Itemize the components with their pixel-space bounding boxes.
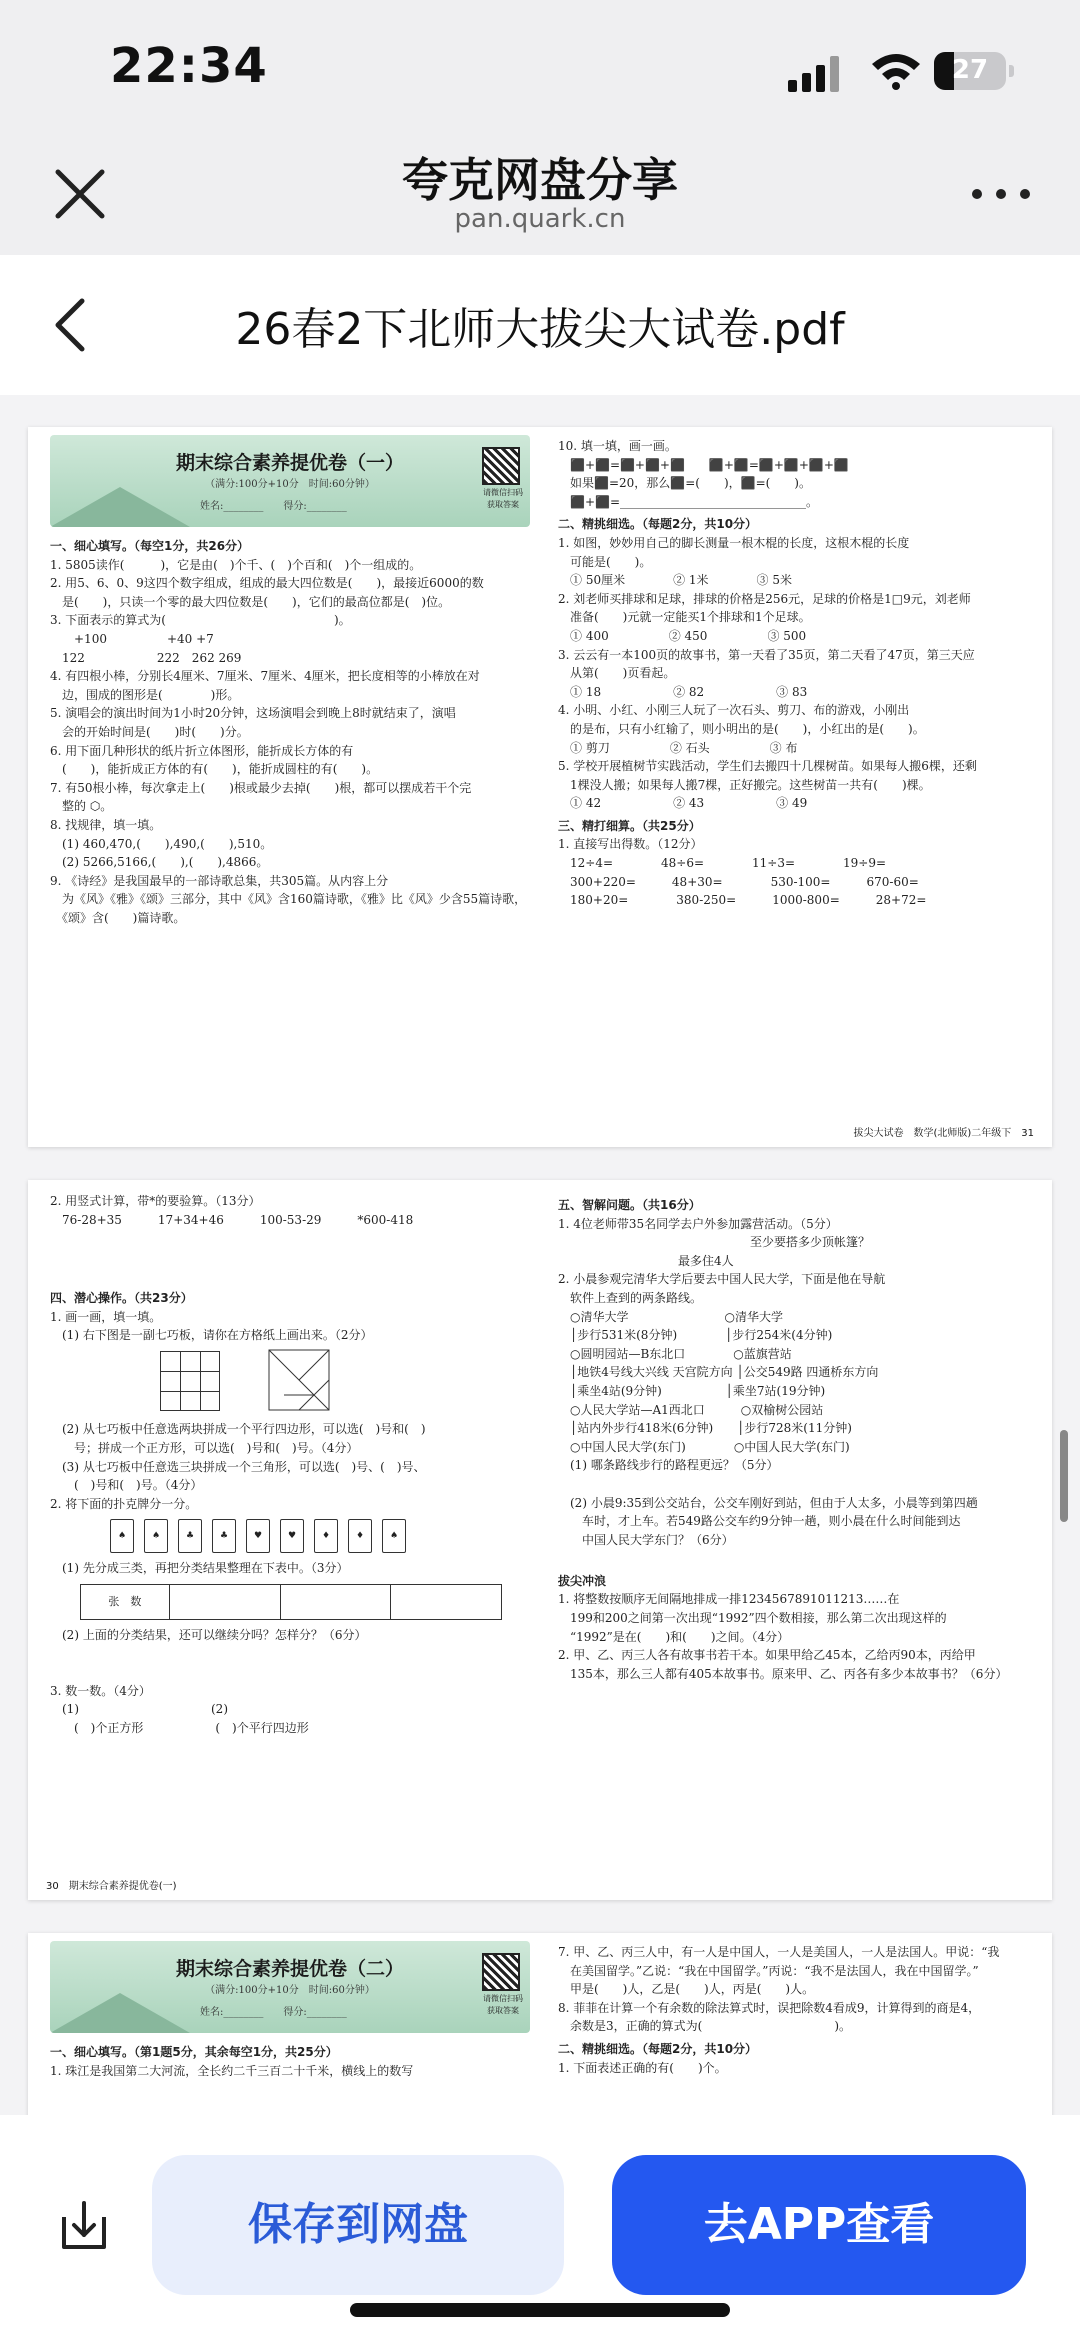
exam-text-line: 软件上查到的两条路线。	[558, 1290, 703, 1305]
playing-cards: ♠ ♠ ♣ ♣ ♥ ♥ ♦ ♦ ♠	[50, 1519, 530, 1553]
exam-text-line: (2) 5266,5166,( ),( ),4866。	[50, 855, 269, 870]
exam-text-line: 1. 4位老师带35名同学去户外参加露营活动。（5分）	[558, 1216, 838, 1231]
exam-text-line: 号；拼成一个正方形，可以选( )号和( )号。（4分）	[50, 1440, 359, 1455]
more-options-icon[interactable]	[972, 185, 1032, 205]
exam-text-line: 6. 用下面几种形状的纸片折立体图形，能折成长方体的有	[50, 743, 354, 758]
exam-text-line: │步行531米(8分钟) │步行254米(4分钟)	[558, 1328, 833, 1343]
exam-text-line: 可能是( )。	[558, 554, 652, 569]
exam-subtitle-2: （满分:100分+10分 时间:60分钟）	[205, 1985, 375, 1996]
exam-text-line: 一、细心填写。（第1题5分，其余每空1分，共25分）	[50, 2045, 338, 2059]
exam-text-line: 9. 《诗经》是我国最早的一部诗歌总集，共305篇。从内容上分	[50, 873, 389, 888]
exam-text-line: 1. 将整数按顺序无间隔地排成一排1234567891011213……在	[558, 1592, 900, 1607]
exam-banner	[50, 435, 530, 527]
exam-text-line: 10. 填一填，画一画。	[558, 439, 677, 453]
exam-text-line: 3. 数一数。（4分）	[50, 1683, 151, 1698]
exam-text-line: 1. 下面表述正确的有( )个。	[558, 2060, 727, 2075]
exam-text-line: 二、精挑细选。（每题2分，共10分）	[558, 2041, 758, 2056]
exam-text-line: 199和200之间第一次出现“1992”四个数相接，那么第二次出现这样的	[558, 1611, 947, 1626]
exam-text-line: 《颂》含( )篇诗歌。	[50, 910, 186, 925]
exam-title: 期末综合素养提优卷（一）	[175, 452, 404, 474]
exam-text-line: │地铁4号线大兴线 天宫院方向 │公交549路 四通桥东方向	[558, 1365, 879, 1380]
qr-code-icon	[482, 447, 520, 485]
exam-text-line: 四、潜心操作。（共23分）	[50, 1290, 193, 1305]
status-time: 22:34	[110, 38, 268, 94]
exam-text-line: 3. 下面表示的算式为( )。	[50, 613, 351, 628]
exam-text-line: 76-28+35 17+34+46 100-53-29 *600-418	[50, 1212, 414, 1227]
exam-text-line: (2) 上面的分类结果，还可以继续分吗？怎样分？（6分）	[50, 1627, 367, 1642]
exam-text-line: 2. 用竖式计算，带*的要验算。（13分）	[50, 1194, 261, 1208]
exam-banner-2	[50, 1941, 530, 2033]
exam-text-line: (3) 从七巧板中任意选三块拼成一个三角形，可以选( )号、( )号、	[50, 1459, 426, 1474]
file-title-bar	[0, 255, 1080, 395]
exam-text-line	[50, 1645, 530, 1664]
exam-text-line: (1) (2)	[50, 1702, 228, 1717]
page2-left-column	[50, 1192, 530, 1737]
exam-text-line: ① 400 ② 450 ③ 500	[558, 628, 807, 643]
exam-text-line: 中国人民大学东门？（6分）	[558, 1532, 734, 1547]
exam-text-line: 二、精挑细选。（每题2分，共10分）	[558, 517, 758, 532]
exam-text-line: ○人民大学站—A1西北口 ○双榆树公园站	[558, 1402, 824, 1417]
exam-text-line: ( )个正方形 ( )个平行四边形	[50, 1720, 309, 1735]
exam-text-line: 1. 5805读作( )，它是由( )个千、( )个百和( )个一组成的。	[50, 557, 422, 572]
exam-text-line: 2. 用5、6、0、9这四个数字组成，组成的最大四位数是( )，最接近6000的数	[50, 576, 484, 591]
classification-table	[80, 1584, 502, 1620]
save-to-drive-button[interactable]: 保存到网盘	[152, 2155, 564, 2295]
exam-text-line: 4. 小明、小红、小刚三人玩了一次石头、剪刀、布的游戏，小刚出	[558, 703, 910, 718]
exam-text-line: 会的开始时间是( )时( )分。	[50, 724, 249, 739]
exam-text-line: 整的 ⬡。	[50, 799, 113, 814]
exam-text-line: 准备( )元就一定能买1个排球和1个足球。	[558, 610, 811, 625]
page2-footer: 30 期末综合素养提优卷(一)	[46, 1881, 177, 1892]
exam-text-line: ○清华大学 ○清华大学	[558, 1309, 783, 1324]
exam-text-line: 最多住4人	[558, 1253, 734, 1268]
nav-subtitle: pan.quark.cn	[454, 204, 626, 234]
cellular-signal-icon	[788, 56, 848, 92]
exam-text-line: (2) 从七巧板中任意选两块拼成一个平行四边形，可以选( )号和( )	[50, 1422, 426, 1437]
qr-label: 请微信扫码获取答案	[483, 488, 523, 510]
exam-text-line: 12÷4= 48÷6= 11÷3= 19÷9=	[558, 856, 887, 871]
open-in-app-button[interactable]: 去APP查看	[612, 2155, 1026, 2295]
scrollbar-thumb[interactable]	[1060, 1430, 1068, 1522]
exam-text-line: 的是布，只有小红输了，则小明出的是( )，小红出的是( )。	[558, 721, 925, 736]
exam-text-line: 180+20= 380-250= 1000-800= 28+72=	[558, 893, 927, 908]
exam-text-line: 2. 将下面的扑克牌分一分。	[50, 1496, 198, 1511]
exam-text-line: 在美国留学。”乙说：“我在中国留学。”丙说：“我不是法国人，我在中国留学。”	[558, 1963, 979, 1978]
exam-text-line: 8. 菲菲在计算一个有余数的除法算式时，误把除数4看成9，计算得到的商是4，	[558, 2000, 981, 2015]
exam-text-line: (1) 先分成三类，再把分类结果整理在下表中。（3分）	[50, 1561, 349, 1576]
exam-text-line	[50, 1229, 530, 1248]
exam-text-line: 车时，才上车。若549路公交车约9分钟一趟，则小晨在什么时间能到达	[558, 1514, 961, 1529]
exam-text-line: 135本，那么三人都有405本故事书。原来甲、乙、丙各有多少本故事书？（6分）	[558, 1666, 1008, 1681]
pdf-viewer[interactable]	[0, 395, 1080, 2115]
exam-text-line: 从第( )页看起。	[558, 666, 676, 681]
exam-text-line: 4. 有四根小棒，分别长4厘米、7厘米、7厘米、4厘米，把长度相等的小棒放在对	[50, 669, 480, 684]
exam-text-line: 如果⬛=20，那么⬛=( )，⬛=( )。	[558, 476, 811, 491]
pdf-page-1	[28, 427, 1052, 1147]
exam-title-2: 期末综合素养提优卷（二）	[175, 1958, 404, 1980]
exam-text-line: 1. 画一画，填一填。	[50, 1309, 162, 1324]
exam-text-line: 三、精打细算。（共25分）	[558, 818, 701, 833]
exam-text-line	[50, 1266, 530, 1285]
pdf-page-2	[28, 1180, 1052, 1900]
table-header-cell: 张 数	[81, 1585, 170, 1619]
exam-text-line: +100 +40 +7	[50, 631, 214, 646]
exam-text-line: 2. 刘老师买排球和足球，排球的价格是256元，足球的价格是1□9元，刘老师	[558, 591, 971, 606]
exam-text-line: 7. 甲、乙、丙三人中，有一人是中国人，一人是美国人，一人是法国人。甲说：“我	[558, 1945, 1000, 1959]
qr-label-2: 请微信扫码获取答案	[483, 1994, 523, 2016]
exam-text-line: 甲是( )人，乙是( )人，丙是( )人。	[558, 1982, 815, 1997]
exam-text-line: 3. 云云有一本100页的故事书，第一天看了35页，第二天看了47页，第三天应	[558, 647, 975, 662]
page1-left-column	[50, 427, 530, 927]
exam-text-line: 拔尖冲浪	[558, 1573, 607, 1588]
pdf-page-3	[28, 1933, 1052, 2115]
name-score-line-2: 姓名:________ 得分:________	[200, 2007, 347, 2018]
exam-text-line: 2. 小晨参观完清华大学后要去中国人民大学，下面是他在导航	[558, 1272, 886, 1287]
exam-text-line: 5. 学校开展植树节实践活动，学生们去搬四十几棵树苗。如果每人搬6棵，还剩	[558, 759, 977, 774]
exam-text-line: 8. 找规律，填一填。	[50, 817, 162, 832]
exam-text-line: 1. 如图，妙妙用自己的脚长测量一根木棍的长度，这根木棍的长度	[558, 535, 910, 550]
exam-text-line	[50, 1663, 530, 1682]
exam-text-line: 一、细心填写。（每空1分，共26分）	[50, 539, 250, 553]
exam-text-line: 7. 有50根小棒，每次拿走上( )根或最少去掉( )根，都可以摆成若干个完	[50, 780, 472, 795]
exam-text-line	[558, 1549, 1038, 1568]
exam-text-line: 2. 甲、乙、丙三人各有故事书若干本。如果甲给乙45本，乙给丙90本，丙给甲	[558, 1648, 976, 1663]
top-nav	[0, 140, 1080, 255]
exam-text-line: ○圆明园站—B东北口 ○蓝旗营站	[558, 1346, 792, 1361]
exam-text-line: │站内外步行418米(6分钟) │步行728米(11分钟)	[558, 1421, 852, 1436]
exam-text-line: ○中国人民大学(东门) ○中国人民大学(东门)	[558, 1439, 850, 1454]
page3-left-column	[50, 1933, 530, 2080]
tangram-icon	[268, 1349, 330, 1411]
file-title: 26春2下北师大拔尖大试卷.pdf	[235, 304, 845, 355]
exam-text-line: ① 剪刀 ② 石头 ③ 布	[558, 740, 798, 755]
exam-text-line	[50, 1248, 530, 1267]
nav-title: 夸克网盘分享	[402, 153, 678, 207]
page2-right-column	[558, 1192, 1038, 1683]
exam-text-line: (1) 右下图是一副七巧板，请你在方格纸上画出来。（2分）	[50, 1328, 373, 1343]
exam-text-line: ⬛+⬛=_______________________________。	[558, 494, 818, 509]
battery-icon	[934, 52, 1006, 90]
wifi-icon	[870, 50, 922, 90]
page3-right-column	[558, 1933, 1038, 2077]
name-score-line: 姓名:________ 得分:________	[200, 501, 347, 512]
qr-code-icon-2	[482, 1953, 520, 1991]
exam-text-line: 1棵没人搬；如果每人搬7棵，正好搬完。这些树苗一共有( )棵。	[558, 777, 931, 792]
exam-text-line: (1) 460,470,( ),490,( ),510。	[50, 836, 273, 851]
tangram-figure	[50, 1349, 530, 1417]
exam-text-line: 1. 珠江是我国第二大河流，全长约二千三百二十千米，横线上的数写	[50, 2063, 414, 2078]
exam-text-line: 边，围成的图形是( )形。	[50, 687, 240, 702]
download-icon[interactable]	[56, 2197, 112, 2253]
exam-text-line: 为《风》《雅》《颂》三部分，其中《风》含160篇诗歌，《雅》比《风》少含55篇诗歌，	[50, 892, 527, 907]
exam-text-line: 五、智解问题。（共16分）	[558, 1198, 701, 1212]
exam-text-line: ① 18 ② 82 ③ 83	[558, 684, 808, 699]
exam-text-line: 122 222 262 269	[50, 650, 242, 665]
exam-text-line: 是( )，只读一个零的最大四位数是( )，它们的最高位都是( )位。	[50, 594, 451, 609]
exam-text-line: 5. 演唱会的演出时间为1小时20分钟，这场演唱会到晚上8时就结束了，演唱	[50, 706, 456, 721]
exam-text-line: ( )，能折成正方体的有( )，能折成圆柱的有( )。	[50, 762, 379, 777]
exam-text-line: │乘坐4站(9分钟) │乘坐7站(19分钟)	[558, 1383, 826, 1398]
status-bar	[0, 0, 1080, 140]
exam-text-line: 至少要搭多少顶帐篷？	[558, 1235, 871, 1250]
exam-subtitle: （满分:100分+10分 时间:60分钟）	[205, 479, 375, 490]
exam-text-line: 300+220= 48+30= 530-100= 670-60=	[558, 874, 919, 889]
exam-text-line: 1. 直接写出得数。（12分）	[558, 837, 703, 852]
exam-text-line: ① 42 ② 43 ③ 49	[558, 796, 808, 811]
exam-text-line: 余数是3，正确的算式为( )。	[558, 2019, 852, 2034]
home-indicator[interactable]	[350, 2303, 730, 2317]
page1-footer: 拔尖大试卷 数学(北师版)二年级下 31	[853, 1128, 1034, 1139]
exam-text-line: (2) 小晨9:35到公交站台，公交车刚好到站，但由于人太多，小晨等到第四趟	[558, 1495, 978, 1510]
exam-text-line: ( )号和( )号。（4分）	[50, 1478, 203, 1493]
page1-right-column	[558, 427, 1038, 910]
exam-text-line: “1992”是在( )和( )之间。（4分）	[558, 1629, 790, 1644]
exam-text-line: ⬛+⬛=⬛+⬛+⬛ ⬛+⬛=⬛+⬛+⬛+⬛	[558, 457, 849, 472]
exam-text-line: (1) 哪条路线步行的路程更远？（5分）	[558, 1458, 779, 1473]
grid-paper	[160, 1351, 220, 1411]
exam-text-line	[558, 1475, 1038, 1494]
exam-text-line: ① 50厘米 ② 1米 ③ 5米	[558, 573, 792, 588]
battery-level: 27	[951, 55, 989, 85]
